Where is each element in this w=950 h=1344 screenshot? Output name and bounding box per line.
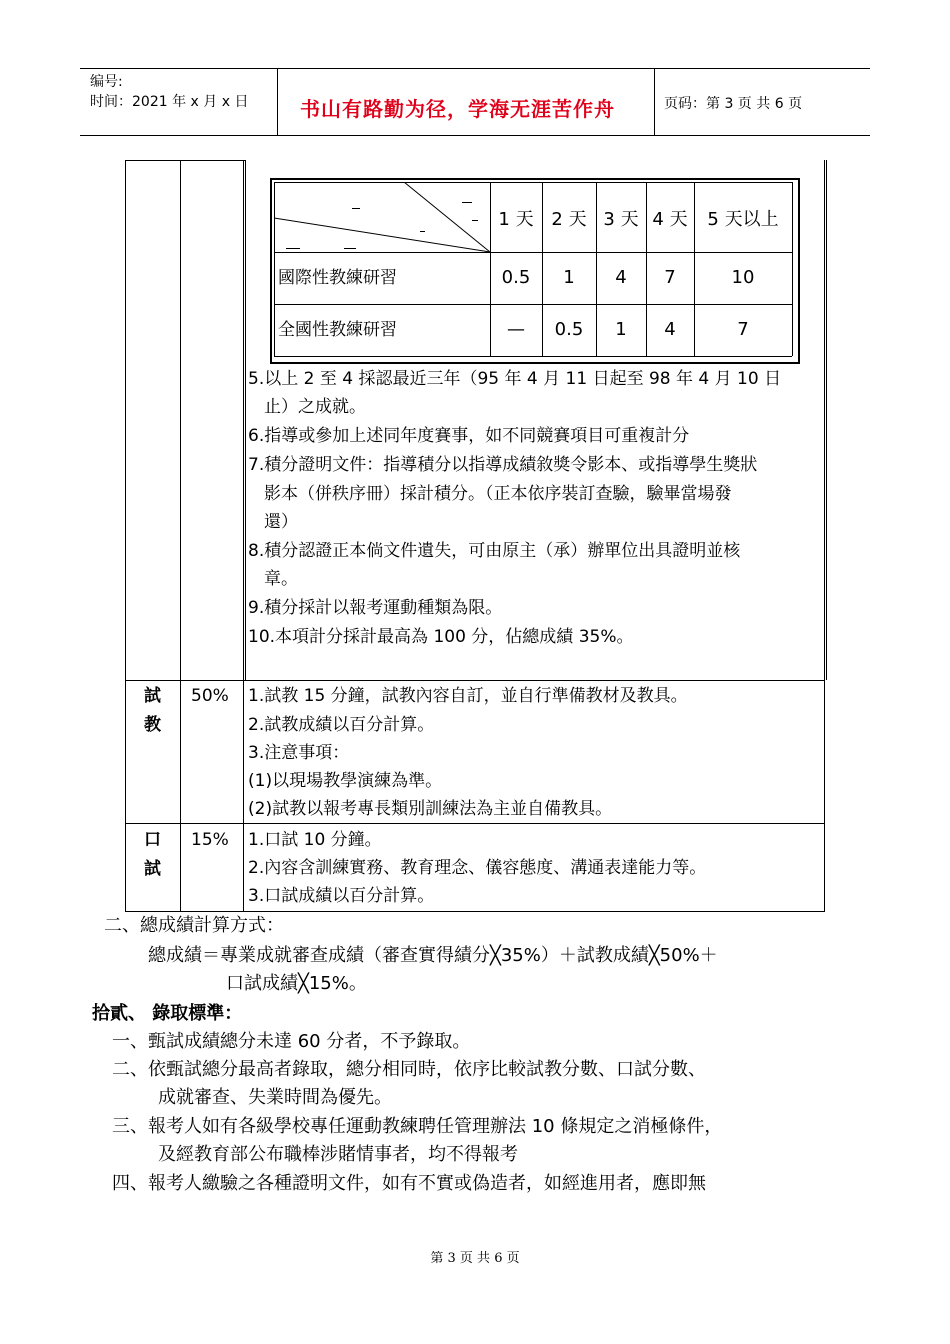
row-line: (1)以現場教學演練為準。 [248, 771, 443, 791]
note-line: 6.指導或參加上述同年度賽事，如不同競賽項目可重複計分 [248, 426, 690, 446]
table-cell: 1 [615, 319, 627, 340]
section-heading: 拾貳、 錄取標準： [92, 1003, 243, 1024]
table-cell: 1 [563, 267, 575, 288]
row-line: 3.注意事項： [248, 743, 350, 763]
row-label: 全國性教練研習 [278, 320, 397, 340]
table-cell: 0.5 [554, 319, 584, 340]
note-line: 10.本項計分採計最高為 100 分，佔總成績 35%。 [248, 627, 634, 647]
row-title: 口 [144, 830, 161, 850]
row-percent: 15% [191, 830, 229, 850]
row-title: 試 [144, 686, 161, 706]
table-cell: 10 [731, 267, 755, 288]
document-number: 编号: [90, 74, 123, 90]
formula-line: 總成績＝專業成就審查成績（審查實得績分╳35%）＋試教成績╳50%＋ [148, 945, 718, 966]
row-line: 1.試教 15 分鐘，試教內容自訂，並自行準備教材及教具。 [248, 686, 688, 706]
admission-item: 四、報考人繳驗之各種證明文件，如有不實或偽造者，如經進用者，應即無 [112, 1173, 706, 1194]
admission-item: 一、甄試成績總分未達 60 分者，不予錄取。 [112, 1031, 471, 1052]
table-cell: — [507, 319, 525, 340]
note-line: 8.積分認證正本倘文件遺失，可由原主（承）辦單位出具證明並核 [248, 541, 741, 561]
table-cell: 4 [664, 319, 676, 340]
note-line: 7.積分證明文件：指導積分以指導成績敘獎令影本、或指導學生獎狀 [248, 455, 758, 475]
page-indicator: 页码：第 3 页 共 6 页 [664, 96, 803, 112]
formula-line: 口試成績╳15%。 [226, 973, 367, 994]
page-footer: 第 3 页 共 6 页 [430, 1251, 520, 1266]
admission-item: 二、依甄試總分最高者錄取，總分相同時，依序比較試教分數、口試分數、 [112, 1059, 706, 1080]
row-title: 教 [144, 715, 161, 735]
note-line: 9.積分採計以報考運動種類為限。 [248, 598, 503, 618]
col-header: 1 天 [498, 209, 534, 230]
note-line: 止）之成就。 [264, 397, 366, 417]
col-header: 2 天 [551, 209, 587, 230]
row-label: 國際性教練研習 [278, 268, 397, 288]
col-header: 5 天以上 [707, 209, 779, 230]
row-line: 2.內容含訓練實務、教育理念、儀容態度、溝通表達能力等。 [248, 858, 707, 878]
row-line: 1.口試 10 分鐘。 [248, 830, 382, 850]
admission-item: 三、報考人如有各級學校專任運動教練聘任管理辦法 10 條規定之消極條件， [112, 1116, 723, 1137]
col-header: 4 天 [652, 209, 688, 230]
admission-item: 成就審查、失業時間為優先。 [158, 1087, 392, 1108]
row-line: (2)試教以報考專長類別訓練法為主並自備教具。 [248, 799, 613, 819]
table-cell: 7 [664, 267, 676, 288]
admission-item: 及經教育部公布職棒涉賭情事者，均不得報考 [158, 1144, 518, 1165]
section-heading: 二、總成績計算方式： [104, 915, 284, 936]
row-line: 3.口試成績以百分計算。 [248, 886, 435, 906]
note-line: 還） [264, 512, 298, 532]
row-title: 試 [144, 859, 161, 879]
note-line: 影本（併秩序冊）採計積分。（正本依序裝訂查驗，驗畢當場發 [264, 484, 732, 504]
table-cell: 4 [615, 267, 627, 288]
table-cell: 0.5 [501, 267, 531, 288]
row-line: 2.試教成績以百分計算。 [248, 715, 435, 735]
header-motto: 书山有路勤为径，学海无涯苦作舟 [300, 97, 615, 121]
note-line: 5.以上 2 至 4 採認最近三年（95 年 4 月 11 日起至 98 年 4 月 10 日 [248, 369, 782, 389]
document-date: 时间：2021 年 x 月 x 日 [90, 94, 249, 110]
diagonal-header-cell [274, 182, 490, 252]
col-header: 3 天 [603, 209, 639, 230]
table-cell: 7 [737, 319, 749, 340]
row-percent: 50% [191, 686, 229, 706]
note-line: 章。 [264, 569, 298, 589]
